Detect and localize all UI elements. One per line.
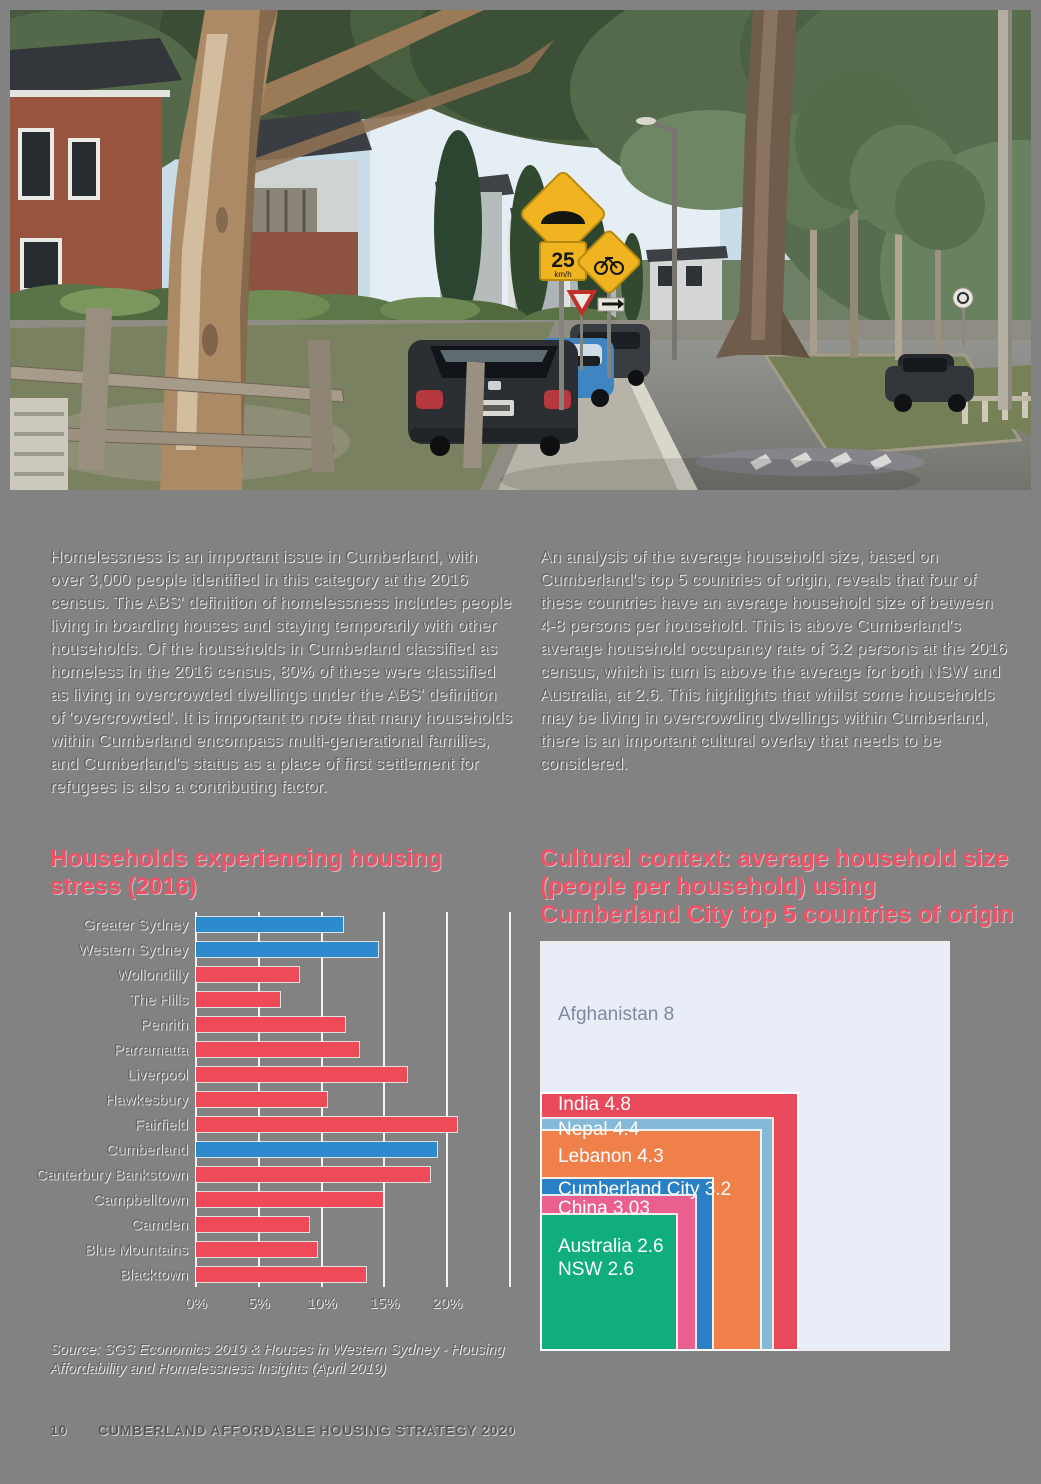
- bar-track: [196, 942, 510, 957]
- bar-track: [196, 917, 510, 932]
- bar-label: Wollondilly: [116, 966, 188, 983]
- parked-sedan: [408, 340, 578, 456]
- square-label: Cumberland City 3.2: [558, 1179, 732, 1200]
- bar-row: [50, 1137, 510, 1162]
- bar-label: Canterbury Bankstown: [36, 1166, 188, 1183]
- source-note: Source: SGS Economics 2019 & Houses in Western Sydney - Housing Affordability and Homelessness Insights (April 2019): [50, 1342, 505, 1377]
- x-tick-label: 10%: [306, 1295, 337, 1312]
- bar-track: [196, 1242, 510, 1257]
- bar: [196, 1142, 437, 1157]
- square-label: Afghanistan 8: [558, 1004, 675, 1025]
- bar-row: [50, 1112, 510, 1137]
- bar-label: Camden: [131, 1216, 188, 1233]
- bar-label: Parramatta: [113, 1041, 188, 1058]
- bar-label: Western Sydney: [78, 941, 188, 958]
- bar-row: [50, 1012, 510, 1037]
- bar-label: Blue Mountains: [84, 1241, 188, 1258]
- x-tick-label: 0%: [185, 1295, 207, 1312]
- bar-row: [50, 962, 510, 987]
- bar-label: Cumberland: [106, 1141, 188, 1158]
- bar-row: [50, 987, 510, 1012]
- chart-heading-cultural-context: Cultural context: average household size (people per household) using Cumberland City top 5 countries of origin: [540, 845, 1014, 928]
- bar-row: [50, 1187, 510, 1212]
- page-footer: [50, 1422, 516, 1438]
- bar-row: [36, 1162, 510, 1187]
- bar-label: Blacktown: [119, 1266, 188, 1283]
- bar-row: [50, 1237, 510, 1262]
- bar-chart-x-axis: [185, 1287, 510, 1313]
- bar: [196, 1192, 383, 1207]
- paragraph-homelessness: Homelessness is an important issue in Cumberland, with over 3,000 people identified in this category at the 2016 census. The ABS' definition of homelessness includes people living in boarding houses and staying temporarily with other households. Of the households in Cumberland classified as homeless in the 2016 census, 80% of these were classified as living in overcrowded dwellings under the ABS' definition of 'overcrowded'. It is important to note that many households within Cumberland encompass multi-generational families, and Cumberland's status as a place of first settlement for refugees is also a contributing factor.: [50, 547, 512, 796]
- bar-label: Liverpool: [127, 1066, 188, 1083]
- bar-row: [50, 1062, 510, 1087]
- svg-text:km/h: km/h: [554, 270, 572, 279]
- bar-label: The Hills: [129, 991, 188, 1008]
- household-size-nested-chart: [542, 943, 948, 1349]
- bar-row: [50, 1212, 510, 1237]
- bar: [196, 942, 378, 957]
- bar: [196, 967, 299, 982]
- x-tick-label: 15%: [369, 1295, 400, 1312]
- x-tick-label: 20%: [432, 1295, 463, 1312]
- bar: [196, 1242, 317, 1257]
- footer-title: CUMBERLAND AFFORDABLE HOUSING STRATEGY 2020: [97, 1422, 516, 1438]
- square-label: Lebanon 4.3: [558, 1146, 664, 1167]
- bar-label: Hawkesbury: [105, 1091, 188, 1108]
- bar-row: [50, 1037, 510, 1062]
- square-label: India 4.8: [558, 1094, 631, 1115]
- square-label: China 3.03: [558, 1198, 650, 1219]
- bar-label: Penrith: [140, 1016, 188, 1033]
- paragraph-household-size: An analysis of the average household size, based on Cumberland's top 5 countries of origin, reveals that four of these countries have an average household size of between 4-8 persons per household. This is above Cumberland's average household occupancy rate of 3.2 persons at the 2016 census, which is turn is above the average for both NSW and Australia, at 2.6. This highlights that whilst some households may be living in overcrowding dwellings within Cumberland, there is an important cultural overlay that needs to be considered.: [540, 547, 1007, 773]
- bar-row: [50, 912, 510, 937]
- power-pole-shade: [1008, 10, 1012, 410]
- letterbox: [10, 398, 68, 490]
- bar: [196, 1167, 430, 1182]
- square-label: NSW 2.6: [558, 1259, 635, 1280]
- bar-track: [196, 1117, 510, 1132]
- housing-stress-bar-chart: [36, 912, 510, 1313]
- bar-track: [196, 1017, 510, 1032]
- svg-text:25: 25: [551, 249, 575, 272]
- chart-heading-housing-stress: Households experiencing housing stress (2016): [50, 845, 443, 900]
- keep-left-sign: [598, 298, 624, 311]
- bar: [196, 917, 343, 932]
- bar: [196, 1042, 359, 1057]
- bar: [196, 1117, 457, 1132]
- bar-track: [196, 1167, 510, 1182]
- bar: [196, 1267, 366, 1282]
- bar-track: [196, 1042, 510, 1057]
- bar-track: [196, 1067, 510, 1082]
- bar-track: [196, 1267, 510, 1282]
- bar-track: [196, 1142, 510, 1157]
- bar-label: Campbelltown: [92, 1191, 188, 1208]
- page-number: 10: [50, 1422, 68, 1438]
- bar-chart-plot-area: [36, 912, 510, 1287]
- bar: [196, 992, 280, 1007]
- bar: [196, 1092, 327, 1107]
- bar-track: [196, 1192, 510, 1207]
- square-label: Nepal 4.4: [558, 1119, 640, 1140]
- bar-row: [50, 1262, 510, 1287]
- bar: [196, 1017, 345, 1032]
- bar-row: [50, 1087, 510, 1112]
- bar: [196, 1217, 309, 1232]
- bar-row: [50, 937, 510, 962]
- street-photo: [10, 10, 1031, 490]
- bar-track: [196, 967, 510, 982]
- x-tick-label: 5%: [247, 1295, 270, 1312]
- square-label: Australia 2.6: [558, 1236, 664, 1257]
- bar-track: [196, 1217, 510, 1232]
- bar: [196, 1067, 407, 1082]
- bar-track: [196, 1092, 510, 1107]
- bar-track: [196, 992, 510, 1007]
- bar-label: Fairfield: [134, 1116, 188, 1133]
- bar-label: Greater Sydney: [82, 916, 188, 933]
